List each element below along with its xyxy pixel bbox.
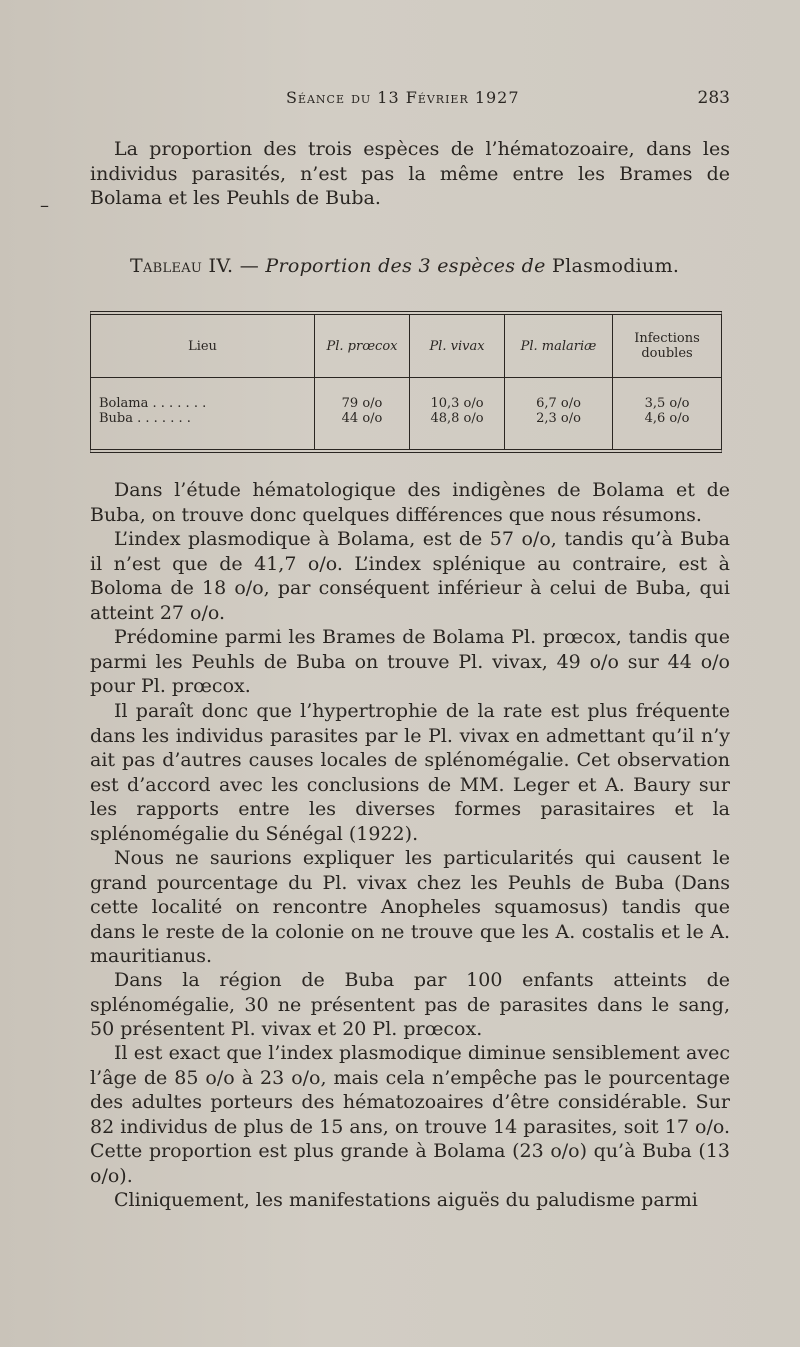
cell-doubles: 3,5 o/o 4,6 o/o xyxy=(644,396,690,426)
caption-italic: Proportion des 3 espèces de xyxy=(265,255,546,277)
header-vivax: Pl. vivax xyxy=(410,315,505,378)
cell-precox: 79 o/o 44 o/o xyxy=(315,378,410,450)
page-header xyxy=(0,88,800,118)
caption-roman: Plasmodium. xyxy=(545,255,680,277)
cell-vivax: 10,3 o/o 48,8 o/o xyxy=(410,378,505,450)
paragraph-7: Il est exact que l’index plasmodique diminue sensiblement avec l’âge de 85 o/o à 23 o/o, mais cela n’empêche pas le pourcentage des adultes porteurs des hématozoaires d’être considérable. Sur 82 individus de plus de 15 ans, on trouve 14 parasites, soit 17 o/o. Cette proportion est plus grande à Bolama (23 o/o) qu’à Buba (13 o/o). xyxy=(90,1042,730,1187)
paragraph-intro: La proportion des trois espèces de l’hématozoaire, dans les individus parasités, n’est pas la même entre les Brames de Bolama et les Peuhls de Buba. xyxy=(90,138,730,209)
cell-places: Bolama . . . . . . . Buba . . . . . . . xyxy=(91,378,315,450)
header-doubles: Infections doubles xyxy=(613,315,722,378)
header-lieu: Lieu xyxy=(91,315,315,378)
paragraph-6: Dans la région de Buba par 100 enfants atteints de splénomégalie, 30 ne présentent pas de parasites dans le sang, 50 présentent Pl. vivax et 20 Pl. prœcox. xyxy=(90,969,730,1040)
paragraph-5: Nous ne saurions expliquer les particularités qui causent le grand pourcentage du Pl. vivax chez les Peuhls de Buba (Dans cette localité on rencontre Anopheles squamosus) tandis que dans le reste de la colonie on ne trouve que les A. costalis et le A. mauritianus. xyxy=(90,847,730,967)
margin-mark: – xyxy=(40,195,49,216)
paragraph-3: Prédomine parmi les Brames de Bolama Pl. prœcox, tandis que parmi les Peuhls de Buba on trouve Pl. vivax, 49 o/o sur 44 o/o pour Pl. prœcox. xyxy=(90,626,730,697)
paragraph-4: Il paraît donc que l’hypertrophie de la rate est plus fréquente dans les individus parasites par le Pl. vivax en admettant qu’il n’y ait pas d’autres causes locales de splénomégalie. Cet observation est d’accord avec les conclusions de MM. Leger et A. Baury sur les rapports entre les diverses formes parasitaires et la splénomégalie du Sénégal (1922). xyxy=(90,700,730,845)
caption-dash: — xyxy=(233,255,266,277)
paragraph-8: Cliniquement, les manifestations aiguës du paludisme parmi xyxy=(114,1189,698,1211)
table-row xyxy=(91,378,721,450)
header-precox: Pl. prœcox xyxy=(315,315,410,378)
cell-malariae: 6,7 o/o 2,3 o/o xyxy=(505,378,613,450)
paragraph-2: L’index plasmodique à Bolama, est de 57 o/o, tandis qu’à Buba il n’est que de 41,7 o/o. L’index splénique au contraire, est à Boloma de 18 o/o, par conséquent inférieur à celui de Buba, qui atteint 27 o/o. xyxy=(90,528,730,624)
running-head: Séance du 13 Février 1927 xyxy=(286,88,520,107)
caption-label: Tableau IV. xyxy=(130,255,234,277)
paragraph-1: Dans l’étude hématologique des indigènes de Bolama et de Buba, on trouve donc quelques différences que nous résumons. xyxy=(90,479,730,526)
header-malariae: Pl. malariæ xyxy=(505,315,613,378)
page-number: 283 xyxy=(697,88,730,108)
plasmodium-table xyxy=(90,311,722,453)
table-caption xyxy=(130,255,679,277)
